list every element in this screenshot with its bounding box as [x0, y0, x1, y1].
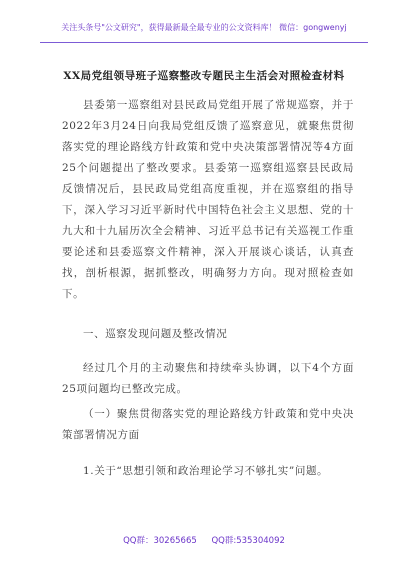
intro-paragraph: 县委第一巡察组对县民政局党组开展了常规巡察，并于2022年3月24日向我局党组反馈了巡察意见，就聚焦贯彻落实党的理论路线方针政策和党中央决策部署情况等4方面25个问题提出了整改要求。县委第一巡察组巡察县民政局反馈情况后，县民政局党组高度重视，并在巡察组的指导下，深入学习习近平新时代中国特色社会主义思想、党的十九大和十九届历次全会精神、习近平总书记有关巡视工作重要论述和县委巡察文件精神，深入开展谈心谈话，认真查找，剖析根源，据抓整改，明确努力方向。现对照检查如下。: [62, 99, 354, 300]
header-promo-note: 关注头条号"公文研究"，获得最新最全最专业的公文资料库！ 微信：gongwenyj: [61, 23, 347, 32]
footer-qq-group-1: QQ群：30265665: [123, 536, 197, 546]
subsection-heading: （一）聚焦贯彻落实党的理论路线方针政策和党中央决策部署情况方面: [62, 408, 354, 441]
summary-paragraph: 经过几个月的主动聚焦和持续牵头协调，以下4个方面25项问题均已整改完成。: [62, 362, 354, 395]
list-item: 1.关于“思想引领和政治理论学习不够扎实”问题。: [83, 465, 329, 477]
document-title: XX局党组领导班子巡察整改专题民主生活会对照检查材料: [63, 70, 345, 82]
section-heading: 一、巡察发现问题及整改情况: [83, 328, 228, 340]
footer-qq-group-2: QQ群:535304092: [211, 536, 285, 546]
header-divider: [40, 42, 368, 43]
footer-contact: [0, 534, 408, 546]
